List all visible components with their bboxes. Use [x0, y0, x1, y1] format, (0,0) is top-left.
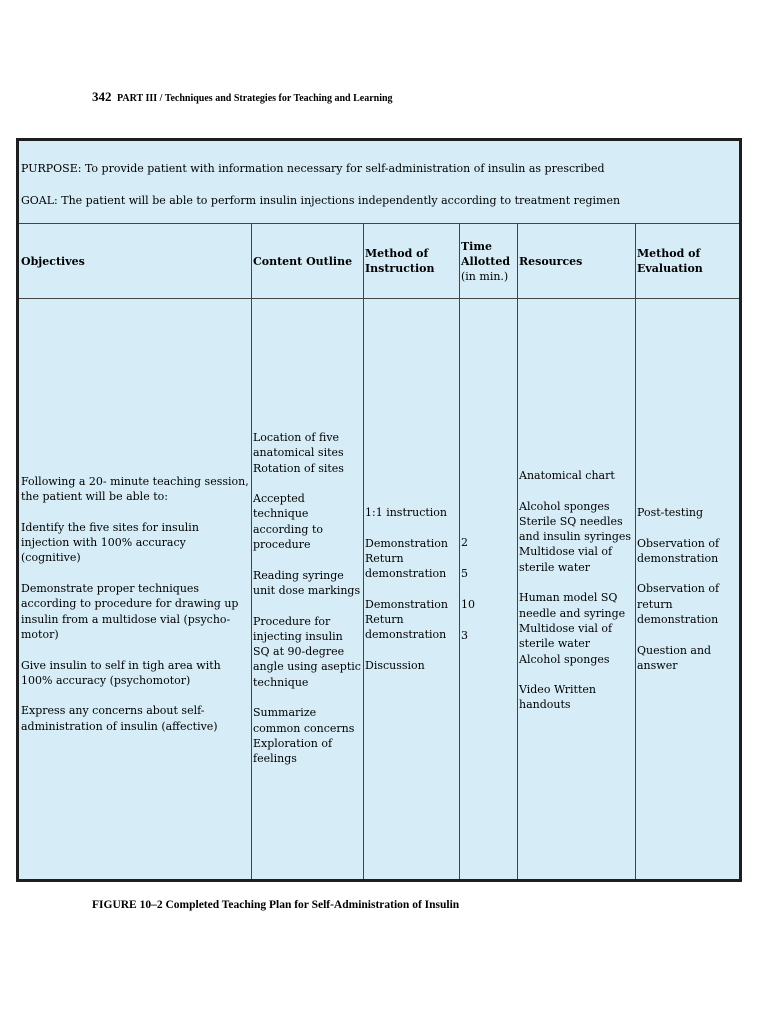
resources-cell	[519, 468, 633, 713]
header-method-of-instruction: Method of Instruction	[365, 247, 435, 275]
objective-item: Give insulin to self in tigh area with 100% accuracy (psychomotor)	[21, 658, 221, 687]
method-item: Demonstration Return demonstration	[365, 536, 448, 581]
time-allotted-cell	[461, 535, 515, 643]
method-item: Demonstration Return demonstration	[365, 597, 448, 642]
running-header	[92, 89, 393, 105]
objectives-intro: Following a 20- minute teaching session, the patient will be able to:	[21, 475, 249, 504]
method-item: 1:1 instruction	[365, 506, 448, 519]
objectives-cell	[21, 474, 249, 734]
header-method-of-evaluation: Method of Evaluation	[637, 247, 703, 275]
content-item: Procedure for injecting insulin SQ at 90-degree angle using aseptic technique	[253, 614, 361, 689]
time-item: 10	[461, 597, 475, 611]
goal-text: GOAL: The patient will be able to perform insulin injections independently according to treatment regimen	[21, 194, 621, 207]
column-divider	[635, 223, 636, 879]
time-item: 2	[461, 536, 468, 549]
purpose-text: PURPOSE: To provide patient with information necessary for self-administration of insulin as prescribed	[21, 162, 605, 175]
evaluation-item: Observation of demonstration	[637, 536, 720, 565]
resource-item: Human model SQ needle and syringe Multidose vial of sterile water Alcohol sponges	[519, 591, 626, 666]
evaluation-item: Question and answer	[637, 643, 712, 672]
objective-item: Identify the five sites for insulin injection with 100% accuracy (cognitive)	[21, 520, 199, 565]
method-instruction-cell	[365, 505, 457, 673]
evaluation-item: Post-testing	[637, 506, 703, 519]
objective-item: Demonstrate proper techniques according to procedure for drawing up insulin from a multidose vial (psycho- motor)	[21, 582, 239, 641]
purpose-goal-section	[19, 141, 739, 224]
header-time-allotted: Time Allotted (in min.)	[461, 240, 511, 283]
header-objectives: Objectives	[21, 255, 85, 268]
column-divider	[251, 223, 252, 879]
teaching-plan-table	[16, 138, 742, 882]
time-item: 5	[461, 566, 468, 580]
header-resources: Resources	[519, 255, 583, 268]
resource-item: Anatomical chart	[519, 469, 615, 482]
column-divider	[459, 223, 460, 879]
evaluation-cell	[637, 505, 737, 673]
resource-item: Alcohol sponges Sterile SQ needles and insulin syringes Multidose vial of sterile water	[519, 499, 632, 574]
column-divider	[363, 223, 364, 879]
objective-item: Express any concerns about self- administration of insulin (affective)	[21, 704, 218, 733]
resource-item: Video Written handouts	[519, 683, 596, 712]
method-item: Discussion	[365, 658, 425, 672]
content-item: Reading syringe unit dose markings	[253, 568, 361, 597]
content-item: Accepted technique according to procedure	[253, 492, 323, 552]
time-item: 3	[461, 628, 468, 642]
figure-caption: FIGURE 10–2 Completed Teaching Plan for Self-Administration of Insulin	[92, 899, 460, 911]
content-item: Location of five anatomical sites Rotation of sites	[253, 431, 344, 475]
column-divider	[517, 223, 518, 879]
content-item: Summarize common concerns Exploration of feelings	[253, 706, 355, 766]
evaluation-item: Observation of return demonstration	[637, 582, 720, 627]
header-content-outline: Content Outline	[253, 255, 353, 268]
page-number: 342	[92, 89, 112, 104]
running-title: PART III / Techniques and Strategies for Teaching and Learning	[117, 93, 393, 104]
header-row-divider	[19, 298, 739, 299]
content-outline-cell	[253, 430, 361, 767]
